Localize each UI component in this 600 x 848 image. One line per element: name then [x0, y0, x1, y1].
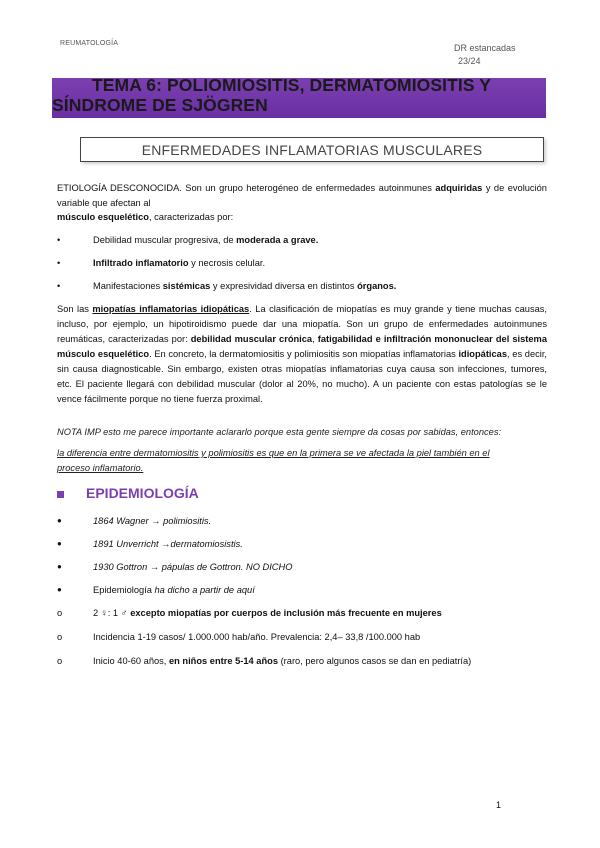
nota-line-3: proceso inflamatorio. — [57, 463, 144, 473]
para-text: , — [312, 334, 318, 344]
header-right-line1: DR estancadas — [454, 43, 516, 53]
bullet-marker: o — [57, 656, 63, 666]
epi-text: Epidemiología — [93, 585, 155, 595]
para-bold-underline: miopatías inflamatorias idiopáticas — [92, 304, 250, 314]
section-heading-text: EPIDEMIOLOGÍA — [86, 485, 199, 501]
intro-bold-2: músculo esquelético — [57, 212, 149, 222]
bullet-marker: ● — [57, 516, 62, 525]
feature-text: y necrosis celular. — [188, 258, 266, 268]
feature-text: Manifestaciones — [93, 281, 163, 291]
title-line2: SÍNDROME DE SJÖGREN — [52, 95, 268, 115]
intro-text-2: y de evolución variable que afectan al — [57, 183, 547, 208]
intro-text-3: , caracterizadas por: — [148, 212, 234, 222]
para-bold: fatigabilidad e infiltración mononuclear del sistema músculo esquelético — [57, 334, 547, 359]
bullet-marker: • — [57, 281, 61, 291]
nota-line-2: la diferencia entre dermatomiositis y polimiositis es que en la primera se ve afectada la piel también en el — [57, 448, 490, 458]
epi-text: 1891 Unverricht →dermatomiosistis. — [93, 539, 243, 549]
bullet-marker: • — [57, 235, 61, 245]
para-text: . La clasificación de miopatías es muy grande y tiene muchas causas, incluso, por ejemplo, un hipotiroidismo puede dar una miopatía. Son un grupo de enfermedades autoinmunes reumáticas, caracterizadas por: — [57, 304, 548, 344]
epi-text: 1930 Gottron → pápulas de Gottron. NO DICHO — [93, 562, 293, 572]
bullet-marker: • — [57, 258, 61, 268]
page-title — [52, 75, 542, 115]
header-left: REUMATOLOGÍA — [60, 40, 119, 47]
epi-text: Inicio 40-60 años, — [93, 656, 169, 666]
epi-text-bold: excepto miopatías por cuerpos de inclusión más frecuente en mujeres — [130, 608, 442, 618]
section-heading — [57, 485, 199, 501]
feature-bold: sistémicas — [162, 281, 211, 291]
epi-text: 2 ♀: 1 ♂ — [93, 608, 131, 618]
bullet-marker: ● — [57, 539, 62, 548]
bullet-marker: ● — [57, 585, 62, 594]
para-bold: debilidad muscular crónica — [190, 334, 313, 344]
feature-text: Debilidad muscular progresiva, de — [93, 235, 237, 245]
epi-text-italic: ha dicho a partir de aquí — [154, 585, 255, 595]
epi-text-bold: en niños entre 5-14 años — [168, 656, 278, 666]
feature-bold: órganos. — [357, 281, 397, 291]
header-right-line2: 23/24 — [458, 56, 481, 66]
para-bold: idiopáticas — [458, 349, 508, 359]
section-subtitle-box: ENFERMEDADES INFLAMATORIAS MUSCULARES — [80, 137, 544, 162]
feature-text: y expresividad diversa en distintos — [210, 281, 358, 291]
epi-text: Incidencia 1-19 casos/ 1.000.000 hab/año. Prevalencia: 2,4– 33,8 /100.000 hab — [93, 632, 421, 642]
bullet-marker: o — [57, 632, 63, 642]
header-right — [454, 42, 516, 68]
intro-text-1: ETIOLOGÍA DESCONOCIDA. Son un grupo heterogéneo de enfermedades autoinmunes — [57, 183, 432, 193]
intro-paragraph — [57, 181, 547, 211]
nota-line-1: NOTA IMP esto me parece importante aclararlo porque esta gente siempre da cosas por sabidas, entonces: — [57, 427, 502, 437]
main-paragraph — [57, 302, 547, 407]
feature-bold: moderada a grave. — [236, 235, 319, 245]
para-text: Son las — [57, 304, 93, 314]
intro-paragraph-2 — [57, 210, 547, 225]
square-bullet-icon — [57, 491, 64, 498]
epi-text: (raro, pero algunos casos se dan en pediatría) — [278, 656, 472, 666]
intro-bold-1: adquiridas — [435, 183, 483, 193]
para-text: , es decir, sin causa diagnosticable. Sin embargo, existen otras miopatías inflamatorias cuya causa son infecciones, tumores, etc. El paciente llegará con debilidad muscular (dolor al 20%, no mucho). A un paciente con estas patologías se le vence fácilmente porque no tiene fuerza proximal. — [57, 349, 548, 404]
feature-bold: Infiltrado inflamatorio — [93, 258, 189, 268]
epi-text: 1864 Wagner → polimiositis. — [93, 516, 212, 526]
title-line1: TEMA 6: POLIOMIOSITIS, DERMATOMIOSITIS Y — [92, 75, 492, 95]
bullet-marker: o — [57, 608, 63, 618]
bullet-marker: ● — [57, 562, 62, 571]
para-text: . En concreto, la dermatomiositis y polimiositis son miopatías inflamatorias — [149, 349, 459, 359]
page-number: 1 — [496, 800, 502, 810]
